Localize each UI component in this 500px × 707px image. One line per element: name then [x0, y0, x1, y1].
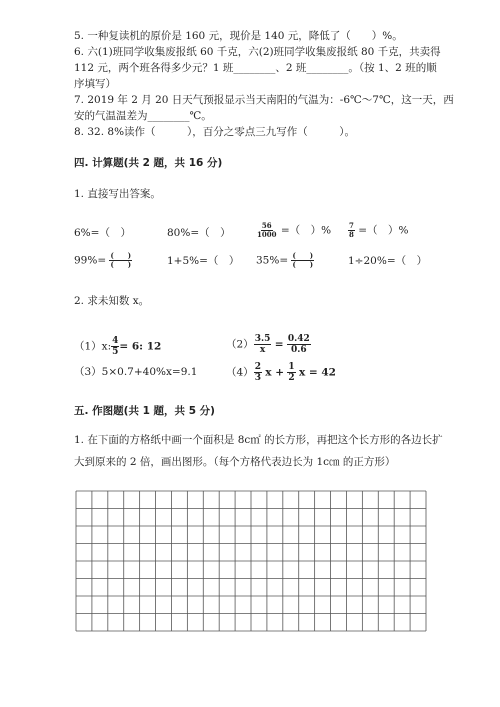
section-4-sub1: 1. 直接写出答案。 — [74, 188, 161, 200]
question-6-line3: 序填写） — [74, 78, 116, 90]
fraction: $\frac{( )}{( )}$ — [110, 251, 132, 269]
fraction: $\frac{3.5}{x}$ — [254, 334, 271, 355]
question-6-line1: 6. 六(1)班同学收集废报纸 60 千克，六(2)班同学收集废报纸 80 千克，共卖得 — [74, 46, 441, 58]
section-5-q1-line1: 1. 在下面的方格纸中画一个面积是 8c㎡ 的长方形，再把这个长方形的各边长扩 — [74, 434, 443, 446]
calc-1-plus-5-percent: 1+5%=（ ） — [167, 255, 240, 267]
question-6-line2: 112 元，两个班各得多少元？1 班________、2 班________。（按 1、2 班的顺 — [74, 62, 437, 74]
fraction: $\frac{( )}{( )}$ — [292, 251, 314, 269]
calc-56-over-1000: $\frac{56}{1000}$ =（ ）% — [257, 221, 332, 239]
equation-2: （2） $\frac{3.5}{x}$ = $\frac{0.42}{0.6}$ — [226, 334, 310, 355]
fraction: $\frac{56}{1000}$ — [257, 221, 277, 239]
calc-7-over-8: $\frac{7}{8}$ =（ ）% — [349, 221, 409, 239]
calc-35-percent: 35%= $\frac{( )}{( )}$ — [256, 251, 314, 269]
equation-1: （1）x: $\frac{4}{5}$ = 6: 12 — [74, 336, 162, 357]
fraction: $\frac{2}{3}$ — [254, 362, 261, 383]
calc-99-percent: 99%= $\frac{( )}{( )}$ — [74, 251, 132, 269]
section-4-title: 四. 计算题(共 2 题，共 16 分) — [74, 157, 223, 169]
section-5-title: 五. 作图题(共 1 题，共 5 分) — [74, 405, 215, 417]
equation-3: （3）5×0.7+40%x=9.1 — [74, 366, 198, 378]
square-grid[interactable] — [75, 490, 427, 632]
fraction: $\frac{1}{2}$ — [288, 362, 295, 383]
fraction: $\frac{7}{8}$ — [349, 221, 354, 239]
calc-6-percent: 6%=（ ） — [74, 227, 131, 239]
equation-4: （4） $\frac{2}{3}$ x + $\frac{1}{2}$ x = 42 — [226, 362, 336, 383]
question-5: 5. 一种复读机的原价是 160 元，现价是 140 元，降低了（ ）%。 — [74, 30, 403, 42]
calc-80-percent: 80%=（ ） — [167, 227, 231, 239]
calc-1-div-20-percent: 1÷20%=（ ） — [348, 255, 428, 267]
question-7-line1: 7. 2019 年 2 月 20 日天气预报显示当天南阳的气温为：-6℃～7℃，这一天，西 — [74, 94, 454, 106]
fraction: $\frac{0.42}{0.6}$ — [287, 334, 310, 355]
question-8: 8. 32. 8%读作（ ），百分之零点三九写作（ ）。 — [74, 126, 356, 138]
question-7-line2: 安的气温温差为________℃。 — [74, 110, 212, 122]
section-5-q1-line2: 大到原来的 2 倍，画出图形。（每个方格代表边长为 1c㎝ 的正方形） — [74, 456, 396, 468]
section-4-sub2: 2. 求未知数 x。 — [74, 295, 150, 307]
fraction: $\frac{4}{5}$ — [112, 336, 119, 357]
